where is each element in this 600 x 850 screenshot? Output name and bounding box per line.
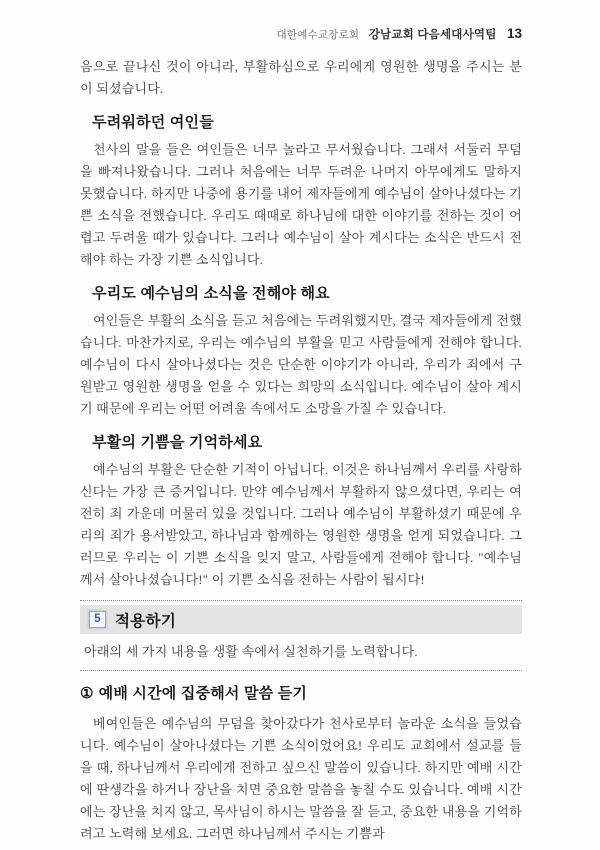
item-number-marker: ① [80,685,94,702]
section-paragraph: 예수님의 부활은 단순한 기적이 아닙니다. 이것은 하나님께서 우리를 사랑하신다는 가장 큰 증거입니다. 만약 예수님께서 부활하지 않으셨다면, 우리는 여전히 죄 가운데 머물러 있을 것입니다. 그러나 예수님이 부활하셨기 때문에 우리의 죄가 용서받았고, 하나님과 함께하는 영원한 생명을 얻게 되었습니다. 그러므로 우리는 이 기쁜 소식을 잊지 말고, 사람들에게 전해야 합니다. "예수님께서 살아나셨습니다!" 이 기쁜 소식을 전하는 사람이 됩시다! [80,462,522,587]
item-title: 예배 시간에 집중해서 말씀 듣기 [98,685,308,702]
section-heading: 우리도 예수님의 소식을 전해야 해요 [92,285,330,302]
section-paragraph: 여인들은 부활의 소식을 듣고 처음에는 두려워했지만, 결국 제자들에게 전했습니다. 마찬가지로, 우리는 예수님의 부활을 믿고 사람들에게 전해야 합니다. 예수님이 다시 살아나셨다는 것은 단순한 이야기가 아니라, 우리가 죄에서 구원받고 영원한 생명을 얻을 수 있다는 희망의 소식입니다. 예수님이 살아 계시기 때문에 우리는 어떤 어려움 속에서도 소망을 가질 수 있습니다. [80,313,522,416]
continuation-paragraph: 음으로 끝나신 것이 아니라, 부활하심으로 우리에게 영원한 생명을 주시는 분이 되셨습니다. [80,59,522,96]
apply-item-paragraph: 베여인들은 예수님의 무덤을 찾아갔다가 천사로부터 놀라운 소식을 들었습니다. 예수님이 살아나셨다는 기쁜 소식이었어요! 우리도 교회에서 설교를 들을 때, 하나님께서 우리에게 전하고 싶으신 말씀이 있습니다. 하지만 예배 시간에 딴생각을 하거나 장난을 치면 중요한 말씀을 놓칠 수도 있습니다. 예배 시간에는 장난을 치지 않고, 목사님이 하시는 말씀을 잘 듣고, 중요한 내용을 기억하려고 노력해 보세요. 그러면 하나님께서 주시는 기쁨과 [80,716,522,841]
page-header [80,26,522,43]
header-organization: 대한예수교장로회 [276,29,360,41]
divider-dotted-top [80,600,522,601]
page-number: 13 [506,26,522,41]
section-heading: 두려워하던 여인들 [92,114,214,131]
apply-item-heading [80,682,522,703]
apply-instruction: 아래의 세 가지 내용을 생활 속에서 실천하기를 노력합니다. [84,644,418,659]
header-church-team: 강남교회 다음세대사역팀 [368,29,497,41]
section-share-news [80,282,522,420]
apply-section-title: 적용하기 [115,612,177,630]
section-fearful-women [80,111,522,271]
section-number: 5 [94,612,101,625]
section-heading: 부활의 기쁨을 기억하세요 [92,434,263,451]
apply-section-band [80,605,522,634]
section-remember-joy [80,431,522,591]
section-number-box [89,611,106,628]
section-paragraph: 천사의 말을 들은 여인들은 너무 놀라고 무서웠습니다. 그래서 서둘러 무덤을 빠져나왔습니다. 그러나 처음에는 너무 두려운 나머지 아무에게도 말하지 못했습니다. 하지만 나중에 용기를 내어 제자들에게 예수님이 살아나셨다는 기쁜 소식을 전했습니다. 우리도 때때로 하나님에 대한 이야기를 전하는 것이 어렵고 두려울 때가 있습니다. 그러나 예수님이 살아 계시다는 소식은 반드시 전해야 하는 가장 기쁜 소식입니다. [80,142,522,267]
divider-dotted-bottom [80,670,522,671]
